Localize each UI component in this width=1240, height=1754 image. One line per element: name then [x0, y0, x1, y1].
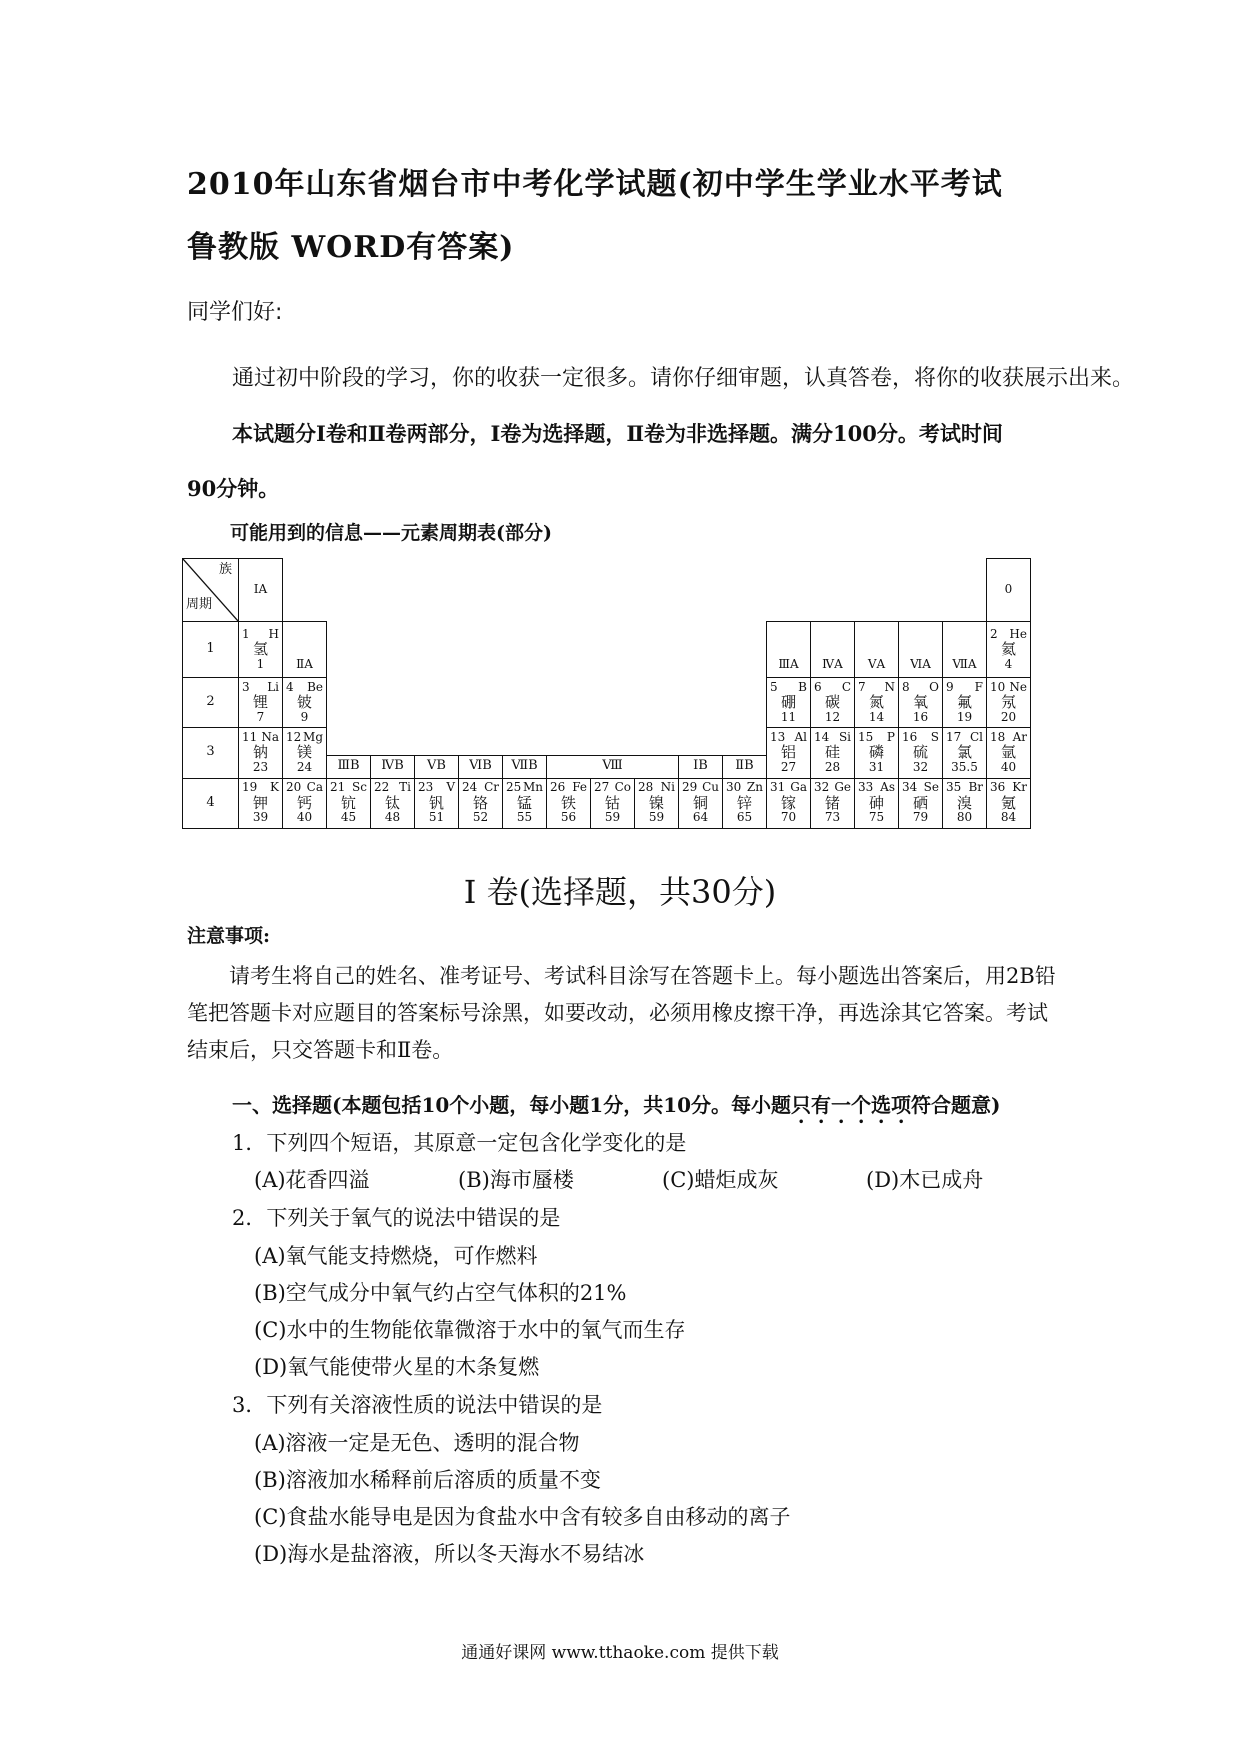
- question-stem: 3．下列有关溶液性质的说法中错误的是: [232, 1393, 603, 1417]
- group-header-IIA: ⅡA: [283, 622, 327, 678]
- element-cell-He: 2 He 氦 4: [987, 622, 1031, 678]
- period-label: 3: [183, 728, 239, 779]
- group-header-VA: ⅤA: [855, 622, 899, 678]
- element-cell-Li: 3 Li 锂 7: [239, 678, 283, 728]
- exam-info-line2: 90分钟。: [187, 476, 280, 501]
- element-cell-N: 7 N 氮 14: [855, 678, 899, 728]
- part1-heading: 一、选择题(本题包括10个小题，每小题1分，共10分。每小题只有一个选项符合题意): [232, 1093, 1001, 1117]
- element-cell-Zn: 30 Zn 锌 65: [723, 778, 767, 828]
- question-option: (B)空气成分中氧气约占空气体积的21%: [254, 1281, 627, 1305]
- element-cell-C: 6 C 碳 12: [811, 678, 855, 728]
- period-label: 1: [183, 622, 239, 678]
- element-cell-Cr: 24 Cr 铬 52: [459, 778, 503, 828]
- element-cell-Sc: 21 Sc 钪 45: [327, 778, 371, 828]
- group-header-VIB: ⅥB: [459, 755, 503, 778]
- element-cell-B: 5 B 硼 11: [767, 678, 811, 728]
- question-option: (C)蜡炬成灰: [662, 1168, 779, 1192]
- element-cell-Ti: 22 Ti 钛 48: [371, 778, 415, 828]
- element-cell-P: 15 P 磷 31: [855, 728, 899, 779]
- element-cell-S: 16 S 硫 32: [899, 728, 943, 779]
- group-header-IVA: ⅣA: [811, 622, 855, 678]
- element-cell-Be: 4 Be 铍 9: [283, 678, 327, 728]
- group-header-0: 0: [987, 559, 1031, 622]
- group-header-VIII: Ⅷ: [547, 755, 679, 778]
- question-option: (D)木已成舟: [866, 1168, 984, 1192]
- element-cell-Na: 11 Na 钠 23: [239, 728, 283, 779]
- element-cell-Co: 27 Co 钴 59: [591, 778, 635, 828]
- group-header-IIIA: ⅢA: [767, 622, 811, 678]
- element-cell-Mn: 25 Mn 锰 55: [503, 778, 547, 828]
- element-cell-Ne: 10 Ne 氖 20: [987, 678, 1031, 728]
- question-option: (C)食盐水能导电是因为食盐水中含有较多自由移动的离子: [254, 1505, 791, 1529]
- group-header-IB: ⅠB: [679, 755, 723, 778]
- question-option: (A)氧气能支持燃烧，可作燃料: [254, 1244, 538, 1268]
- element-cell-Ge: 32 Ge 锗 73: [811, 778, 855, 828]
- group-header-IIIB: ⅢB: [327, 755, 371, 778]
- periodic-table: [182, 558, 1031, 829]
- page-footer: 通通好课网 www.tthaoke.com 提供下载: [461, 1643, 779, 1663]
- element-cell-O: 8 O 氧 16: [899, 678, 943, 728]
- question-option: (B)溶液加水稀释前后溶质的质量不变: [254, 1468, 601, 1492]
- corner-period-label: 周期: [186, 597, 213, 613]
- period-label: 4: [183, 778, 239, 828]
- document-title-line1: 2010年山东省烟台市中考化学试题(初中学生学业水平考试: [187, 167, 1003, 202]
- group-header-VB: ⅤB: [415, 755, 459, 778]
- element-cell-Ni: 28 Ni 镍 59: [635, 778, 679, 828]
- document-title-line2: 鲁教版 WORD有答案): [187, 230, 515, 265]
- corner-group-label: 族: [218, 562, 232, 577]
- element-cell-Mg: 12 Mg 镁 24: [283, 728, 327, 779]
- element-cell-Br: 35 Br 溴 80: [943, 778, 987, 828]
- element-cell-Ca: 20 Ca 钙 40: [283, 778, 327, 828]
- question-option: (C)水中的生物能依靠微溶于水中的氧气而生存: [254, 1318, 686, 1342]
- notice-text: 请考生将自己的姓名、准考证号、考试科目涂写在答题卡上。每小题选出答案后，用2B铅笔把答题卡对应题目的答案标号涂黑，如要改动，必须用橡皮擦干净，再选涂其它答案。考试结束后，只交答题卡和Ⅱ卷。: [187, 964, 1056, 1062]
- group-header-VIIB: ⅦB: [503, 755, 547, 778]
- group-header-IIB: ⅡB: [723, 755, 767, 778]
- element-cell-Fe: 26 Fe 铁 56: [547, 778, 591, 828]
- element-cell-Cu: 29 Cu 铜 64: [679, 778, 723, 828]
- group-header-IVB: ⅣB: [371, 755, 415, 778]
- section-title: Ⅰ 卷(选择题，共30分): [463, 873, 777, 911]
- group-header-IA: ⅠA: [239, 559, 283, 622]
- element-cell-V: 23 V 钒 51: [415, 778, 459, 828]
- question-stem: 1．下列四个短语，其原意一定包含化学变化的是: [232, 1131, 687, 1155]
- question-stem: 2．下列关于氧气的说法中错误的是: [232, 1206, 561, 1230]
- element-cell-Ga: 31 Ga 镓 70: [767, 778, 811, 828]
- greeting: 同学们好:: [187, 300, 283, 325]
- element-cell-Ar: 18 Ar 氩 40: [987, 728, 1031, 779]
- question-option: (D)氧气能使带火星的木条复燃: [254, 1355, 540, 1379]
- period-label: 2: [183, 678, 239, 728]
- element-cell-Se: 34 Se 硒 79: [899, 778, 943, 828]
- element-cell-Kr: 36 Kr 氪 84: [987, 778, 1031, 828]
- element-cell-Al: 13 Al 铝 27: [767, 728, 811, 779]
- element-cell-K: 19 K 钾 39: [239, 778, 283, 828]
- element-cell-H: 1 H 氢 1: [239, 622, 283, 678]
- periodic-table-caption: 可能用到的信息——元素周期表(部分): [230, 522, 552, 544]
- element-cell-Cl: 17 Cl 氯 35.5: [943, 728, 987, 779]
- question-option: (B)海市蜃楼: [458, 1168, 574, 1192]
- element-cell-Si: 14 Si 硅 28: [811, 728, 855, 779]
- exam-info-line1: 本试题分Ⅰ卷和Ⅱ卷两部分，Ⅰ卷为选择题，Ⅱ卷为非选择题。满分100分。考试时间: [232, 421, 1003, 446]
- emphasis-text: 只有一个选项: [791, 1093, 912, 1117]
- question-option: (A)花香四溢: [254, 1168, 370, 1192]
- group-header-VIA: ⅥA: [899, 622, 943, 678]
- group-header-VIIA: ⅦA: [943, 622, 987, 678]
- corner-cell: [183, 559, 239, 622]
- intro-text: 通过初中阶段的学习，你的收获一定很多。请你仔细审题，认真答卷，将你的收获展示出来。: [232, 366, 1135, 391]
- question-option: (A)溶液一定是无色、透明的混合物: [254, 1431, 580, 1455]
- element-cell-F: 9 F 氟 19: [943, 678, 987, 728]
- question-option: (D)海水是盐溶液，所以冬天海水不易结冰: [254, 1542, 645, 1566]
- notice-heading: 注意事项:: [187, 925, 271, 947]
- element-cell-As: 33 As 砷 75: [855, 778, 899, 828]
